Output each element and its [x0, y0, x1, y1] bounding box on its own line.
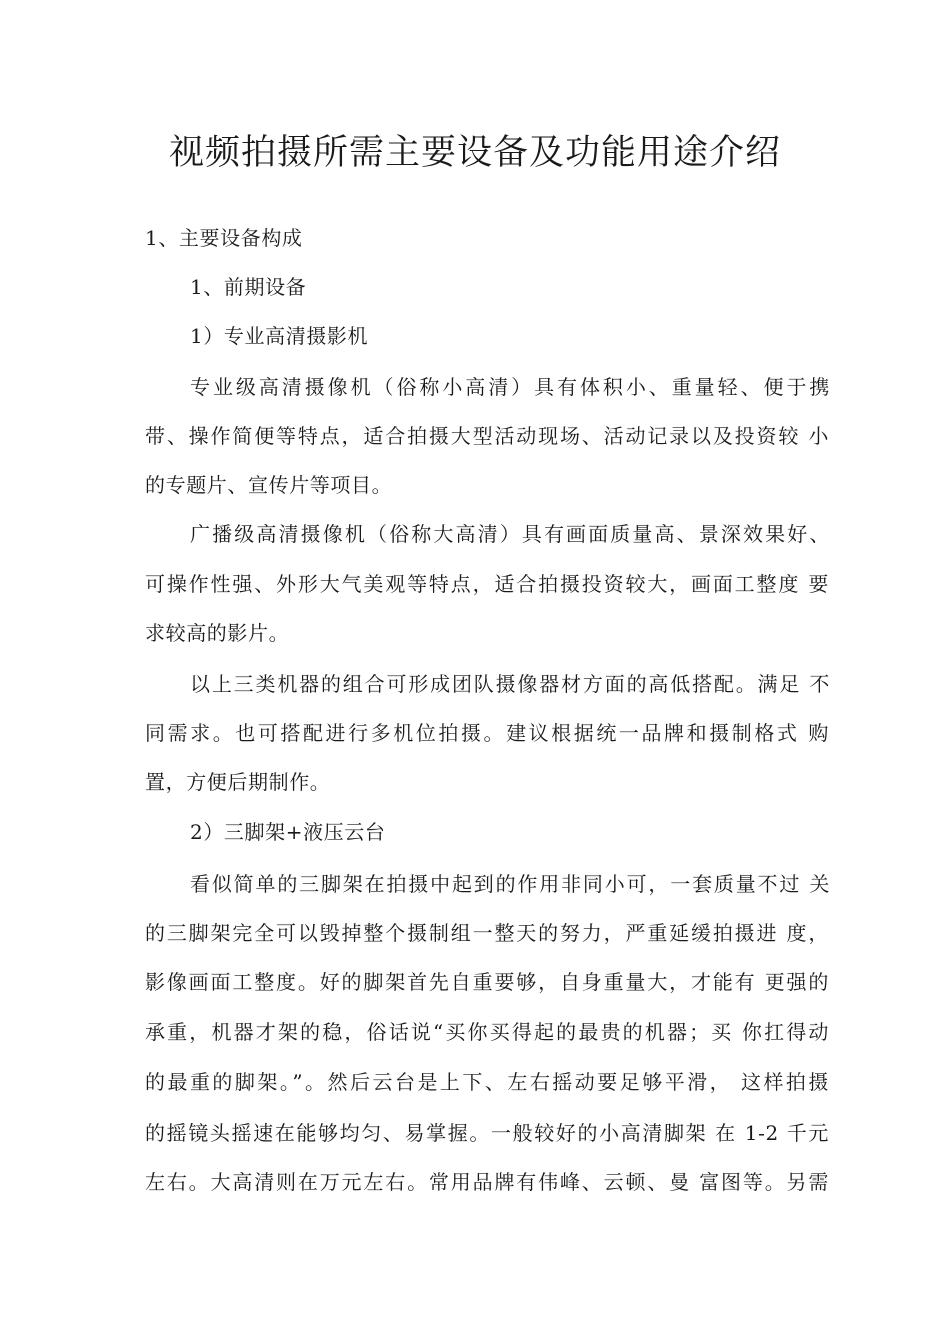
paragraph-line: 承重，机器才架的稳，俗话说“买你买得起的最贵的机器；买 你扛得动: [145, 1020, 829, 1044]
section-heading: 1、主要设备构成: [145, 226, 303, 250]
document-title: 视频拍摄所需主要设备及功能用途介绍: [168, 133, 781, 173]
paragraph-line: 影像画面工整度。好的脚架首先自重要够，自身重量大，才能有 更强的: [145, 970, 829, 994]
paragraph-line: 以上三类机器的组合可形成团队摄像器材方面的高低搭配。满足 不: [190, 672, 830, 696]
paragraph-line: 求较高的影片。: [145, 621, 290, 645]
paragraph-line: 可操作性强、外形大气美观等特点，适合拍摄投资较大，画面工整度 要: [145, 572, 829, 596]
paragraph-line: 的摇镜头摇速在能够均匀、易掌握。一般较好的小高清脚架 在 1-2 千元: [145, 1121, 829, 1145]
paragraph-line: 置，方便后期制作。: [145, 770, 331, 794]
paragraph-line: 的三脚架完全可以毁掉整个摄制组一整天的努力，严重延缓拍摄进 度，: [145, 921, 829, 945]
item-heading: 1）专业高清摄影机: [190, 324, 369, 348]
item-heading: 2）三脚架+液压云台: [190, 820, 386, 844]
paragraph-line: 左右。大高清则在万元左右。常用品牌有伟峰、云顿、曼 富图等。另需: [145, 1170, 829, 1194]
paragraph-line: 专业级高清摄像机（俗称小高清）具有体积小、重量轻、便于携: [190, 375, 830, 399]
paragraph-line: 的最重的脚架。”。然后云台是上下、左右摇动要足够平滑， 这样拍摄: [145, 1070, 830, 1094]
paragraph-line: 广播级高清摄像机（俗称大高清）具有画面质量高、景深效果好、: [190, 522, 830, 546]
paragraph-line: 同需求。也可搭配进行多机位拍摄。建议根据统一品牌和摄制格式 购: [145, 721, 829, 745]
paragraph-line: 看似简单的三脚架在拍摄中起到的作用非同小可，一套质量不过 关: [190, 872, 830, 896]
paragraph-line: 带、操作简便等特点，适合拍摄大型活动现场、活动记录以及投资较 小: [145, 424, 829, 448]
paragraph-line: 的专题片、宣传片等项目。: [145, 473, 393, 497]
subsection-heading: 1、前期设备: [190, 275, 307, 299]
